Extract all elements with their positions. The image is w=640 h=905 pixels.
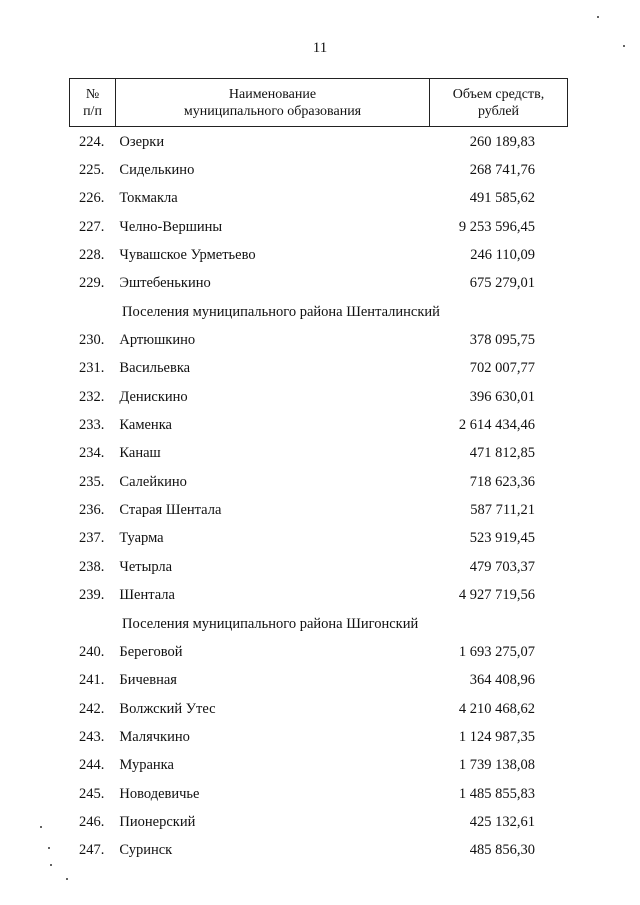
header-amount-line2: рублей: [477, 103, 520, 119]
table-row: [69, 213, 568, 241]
row-number: 245.: [79, 785, 105, 802]
row-number: 247.: [79, 842, 105, 859]
amount-value: 364 408,96: [469, 672, 535, 689]
amount-value: 260 189,83: [469, 133, 535, 150]
row-number: 237.: [79, 530, 105, 547]
amount-value: 4 927 719,56: [458, 587, 535, 604]
municipality-name: Шентала: [119, 587, 175, 604]
table-row: [69, 525, 568, 553]
table-row: [69, 780, 568, 808]
row-number: 241.: [79, 672, 105, 689]
amount-value: 675 279,01: [469, 275, 535, 292]
row-number: 235.: [79, 473, 105, 490]
row-number: 239.: [79, 587, 105, 604]
municipality-name: Бичевная: [119, 672, 177, 689]
amount-value: 1 124 987,35: [458, 728, 535, 745]
amount-value: 523 919,45: [469, 530, 535, 547]
amount-value: 2 614 434,46: [458, 417, 535, 434]
municipality-name: Салейкино: [119, 473, 187, 490]
municipality-name: Муранка: [119, 757, 174, 774]
amount-value: 1 693 275,07: [458, 643, 535, 660]
municipality-name: Малячкино: [119, 728, 190, 745]
table-row: [69, 128, 568, 156]
row-number: 234.: [79, 445, 105, 462]
table-row: [69, 383, 568, 411]
row-number: 231.: [79, 360, 105, 377]
municipality-name: Береговой: [119, 643, 183, 660]
amount-value: 1 739 138,08: [458, 757, 535, 774]
table-row: [69, 752, 568, 780]
table-row: [69, 270, 568, 298]
municipality-name: Четырла: [119, 558, 173, 575]
section-heading: Поселения муниципального района Шигонский: [122, 615, 419, 632]
table-row: [69, 695, 568, 723]
header-name-line1: Наименование: [228, 86, 317, 102]
header-amount-cell: [430, 79, 567, 126]
header-amount-line1: Объем средств,: [452, 86, 545, 102]
row-number: 226.: [79, 190, 105, 207]
table-row: [69, 553, 568, 581]
table-row: [69, 411, 568, 439]
row-number: 246.: [79, 813, 105, 830]
table-row: [69, 723, 568, 751]
municipality-name: Пионерский: [119, 813, 196, 830]
amount-value: 425 132,61: [469, 813, 535, 830]
table-row: [69, 355, 568, 383]
row-number: 243.: [79, 728, 105, 745]
table-row: [69, 667, 568, 695]
row-number: 236.: [79, 502, 105, 519]
scan-speck: [40, 826, 42, 828]
amount-value: 396 630,01: [469, 388, 535, 405]
municipality-name: Денискино: [119, 388, 188, 405]
row-number: 238.: [79, 558, 105, 575]
scan-speck: [66, 878, 68, 880]
amount-value: 9 253 596,45: [458, 218, 535, 235]
amount-value: 485 856,30: [469, 842, 535, 859]
row-number: 240.: [79, 643, 105, 660]
municipality-name: Артюшкино: [119, 332, 196, 349]
row-number: 227.: [79, 218, 105, 235]
municipality-name: Челно-Вершины: [119, 218, 223, 235]
row-number: 233.: [79, 417, 105, 434]
amount-value: 702 007,77: [469, 360, 535, 377]
row-number: 242.: [79, 700, 105, 717]
amount-value: 479 703,37: [469, 558, 535, 575]
row-number: 229.: [79, 275, 105, 292]
municipality-name: Васильевка: [119, 360, 191, 377]
table-row: [69, 496, 568, 524]
table-row: [69, 326, 568, 354]
header-number-line1: №: [85, 86, 100, 102]
municipality-name: Токмакла: [119, 190, 178, 207]
header-name-cell: [116, 79, 430, 126]
amount-value: 4 210 468,62: [458, 700, 535, 717]
row-number: 230.: [79, 332, 105, 349]
table-row: [69, 638, 568, 666]
row-number: 228.: [79, 247, 105, 264]
municipality-name: Чувашское Урметьево: [119, 247, 256, 264]
amount-value: 1 485 855,83: [458, 785, 535, 802]
row-number: 225.: [79, 162, 105, 179]
scan-speck: [623, 45, 625, 47]
municipality-name: Эштебенькино: [119, 275, 211, 292]
municipality-name: Суринск: [119, 842, 173, 859]
municipality-name: Канаш: [119, 445, 161, 462]
scan-speck: [48, 847, 50, 849]
row-number: 244.: [79, 757, 105, 774]
amount-value: 246 110,09: [470, 247, 535, 264]
table-row: [69, 241, 568, 269]
amount-value: 471 812,85: [469, 445, 535, 462]
table-row: [69, 808, 568, 836]
table-row: [69, 440, 568, 468]
table-body: [69, 128, 568, 865]
municipality-name: Каменка: [119, 417, 172, 434]
scan-speck: [50, 864, 52, 866]
municipality-name: Озерки: [119, 133, 165, 150]
amount-value: 268 741,76: [469, 162, 535, 179]
table-header: [69, 78, 568, 127]
table-row: [69, 582, 568, 610]
municipality-name: Сиделькино: [119, 162, 195, 179]
municipality-name: Волжский Утес: [119, 700, 216, 717]
header-name-line2: муниципального образования: [183, 103, 362, 119]
amount-value: 378 095,75: [469, 332, 535, 349]
amount-value: 587 711,21: [470, 502, 535, 519]
table-row: [69, 837, 568, 865]
row-number: 224.: [79, 133, 105, 150]
header-number-cell: [70, 79, 116, 126]
table-row: [69, 156, 568, 184]
scan-speck: [597, 16, 599, 18]
row-number: 232.: [79, 388, 105, 405]
page-number: 11: [312, 40, 328, 56]
municipality-name: Туарма: [119, 530, 164, 547]
amount-value: 718 623,36: [469, 473, 535, 490]
table-row: [69, 185, 568, 213]
municipality-name: Старая Шентала: [119, 502, 222, 519]
amount-value: 491 585,62: [469, 190, 535, 207]
section-heading: Поселения муниципального района Шенталинский: [122, 303, 440, 320]
table-row: [69, 468, 568, 496]
municipality-name: Новодевичье: [119, 785, 200, 802]
header-number-line2: п/п: [83, 103, 102, 119]
